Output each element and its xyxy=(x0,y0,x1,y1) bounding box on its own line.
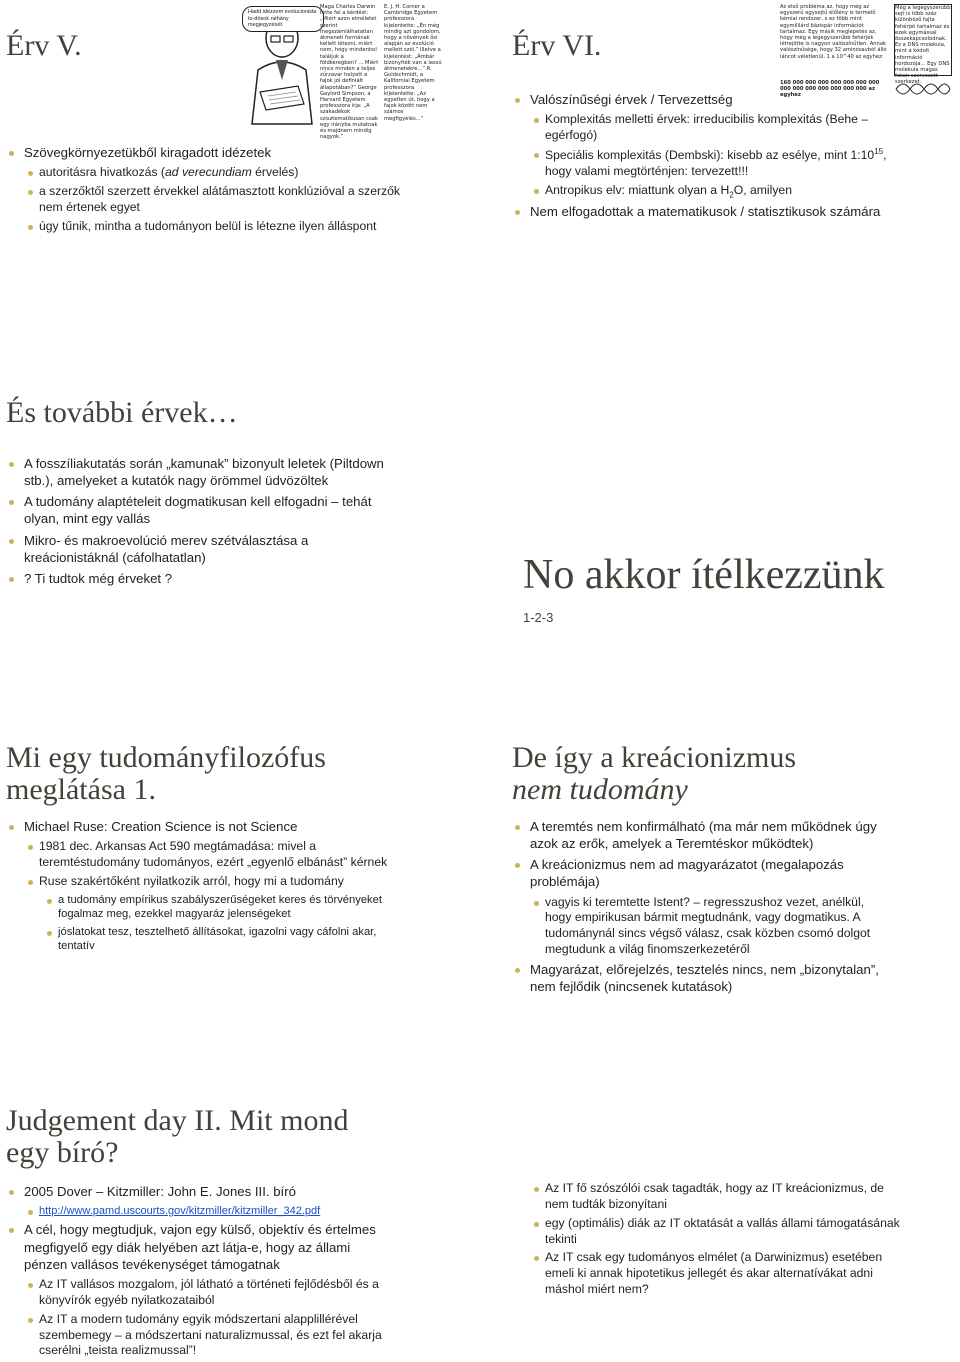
list-item: 2005 Dover – Kitzmiller: John E. Jones III. bíró xyxy=(6,1183,391,1200)
slide-further-args xyxy=(0,385,470,715)
slide-judgement-day xyxy=(0,1103,470,1361)
slide-title: Érv V. xyxy=(6,29,82,62)
list-item: Speciális komplexitás (Dembski): kisebb az esélye, mint $1:10^{15}$, hogy valami megtörténjen: tervezett!!! xyxy=(512,147,912,180)
bullet-list xyxy=(512,91,912,225)
list-item: Antropikus elv: miattunk olyan a $H_2O$, amilyen xyxy=(512,183,912,201)
slide-subtitle: 1-2-3 xyxy=(523,610,554,625)
list-item: Magyarázat, előrejelzés, tesztelés nincs, nem „bizonytalan”, nem fejlődik (nincsenek kutatások) xyxy=(512,961,887,995)
quote-column-2: E. J. H. Corner a Cambridge Egyetem professzora kijelentette: „Én még mindig azt gondolom, hogy a növények ősi alapján az evolúció mellett szól.” Illetve a kijelentést: „Ámbár bizonyíték van a lassú átmenetekre...” R. Goldschmidt, a Kaliforniai Egyetem professzora kijelentette: „Az egyetlen út, hogy a fajok között nem számos megfigyelés...” xyxy=(384,4,442,122)
list-item: Valószínűségi érvek / Tervezettség xyxy=(512,91,912,108)
probability-illustration xyxy=(780,4,952,104)
slide-not-science xyxy=(485,740,955,1070)
slide-title: Judgement day II. Mit mond egy bíró? xyxy=(6,1104,349,1170)
list-item: úgy tűnik, mintha a tudományon belül is létezne ilyen álláspont xyxy=(6,219,406,235)
title-line-2: nem tudomány xyxy=(512,773,688,807)
bullet-list xyxy=(6,1183,391,1362)
big-number: 160 000 000 000 000 000 000 000 000 000 000 000 000 000 000 az egyhez xyxy=(780,80,880,99)
slide-title: No akkor ítélkezzünk xyxy=(523,552,885,598)
slide-title: És további érvek… xyxy=(6,396,238,429)
list-item: egy (optimális) diák az IT oktatását a vallás állami támogatásának tekinti xyxy=(512,1216,907,1248)
probability-text-1: Az első probléma az, hogy még az egyszerű egysejtű élőlény is termelő kémiai rendszer, s ez több mint egymilliárd bázispár információt tartalmaz. Egy másik meglepetés az, hogy még a legegyszerűbb fehérjék létrejötte is nagyon valószínűtlen. Annak valószínűsége, hogy 32 aminosavból álló láncot véletlenül, 1 a 10^40 az egyhez: xyxy=(780,4,887,60)
list-item: Az IT fő szószólói csak tagadták, hogy az IT kreácionizmus, de nem tudták bizonyítani xyxy=(512,1181,907,1213)
title-line-1: De így a kreácionizmus xyxy=(512,741,797,774)
list-item: Az IT vallásos mozgalom, jól látható a történeti fejlődésből és a könyvírók egyéb nyilatkozataiból xyxy=(6,1277,391,1309)
list-item: A tudomány alaptételeit dogmatikusan kell elfogadni – tehát olyan, mint egy vallás xyxy=(6,493,396,527)
slide-title: Érv VI. xyxy=(512,29,602,62)
probability-text-2: Még a legegyszerűbb sejt is több száz különböző fajta fehérjét tartalmaz és ezek egymással összekapcsolódnak. Ez a DNS molekula, mint a kódolt információ hordozója... Egy DNS molekula magas fokon szervezett szerkezet. xyxy=(895,5,951,86)
list-item xyxy=(6,1204,391,1218)
bullet-list xyxy=(512,1181,907,1301)
list-item: Nem elfogadottak a matematikusok / statisztikusok számára xyxy=(512,203,912,220)
list-item: Komplexitás melletti érvek: irreducibilis komplexitás (Behe – egérfogó) xyxy=(512,112,912,144)
list-item: Michael Ruse: Creation Science is not Science xyxy=(6,818,401,835)
list-item: 1981 dec. Arkansas Act 590 megtámadása: mivel a teremtéstudomány tudományos, ezért „egyenlő elbánást” kérnek xyxy=(6,839,401,871)
speech-bubble: Hadd idézzem evolucionista tu-dósok néhány megjegyzését. xyxy=(242,6,324,32)
bullet-list xyxy=(6,144,406,238)
bullet-list xyxy=(512,818,887,999)
list-item: A fosszíliakutatás során „kamunak” bizonyult leletek (Piltdown stb.), amelyeket a kutatók nagy örömmel üdvözöltek xyxy=(6,455,396,489)
list-item: a szerzőktől szerzett érvekkel alátámasztott konklúzióval a szerzők nem értenek egyet xyxy=(6,184,406,216)
court-document-link[interactable]: http://www.pamd.uscourts.gov/kitzmiller/kitzmiller_342.pdf xyxy=(39,1205,321,1218)
list-item: Az IT csak egy tudományos elmélet (a Darwinizmus) esetében emeli ki annak hipotetikus jellegét és akar alternatívákat adni máshol miért nem? xyxy=(512,1250,907,1298)
list-item: A teremtés nem konfirmálható (ma már nem működnek úgy azok az erők, amelyek a Teremtéskor működtek) xyxy=(512,818,887,852)
cartoon-illustration xyxy=(238,4,446,141)
slide-judgement-cont xyxy=(485,1103,955,1361)
slide-judge xyxy=(485,385,955,715)
list-item: A cél, hogy megtudjuk, vajon egy külső, objektív és értelmes megfigyelő egy diák helyében azt látja-e, hogy az állami pénzen vallásos tevékenységet támogatnak xyxy=(6,1221,391,1272)
list-item: vagyis ki teremtette Istent? – regresszushoz vezet, anélkül, hogy empirikusan bármit megtudnánk, vagy dogmatikus. A tudománynál sincs végső válasz, csak közben csomó dolgot megtudunk a világ finomszerkezetéről xyxy=(512,895,887,958)
slide-arg-6 xyxy=(485,0,955,330)
list-item: Szövegkörnyezetükből kiragadott idézetek xyxy=(6,144,406,161)
list-item: a tudomány empírikus szabályszerűségeket keres és törvényeket fogalmaz meg, ezekkel magyaráz jelenségeket xyxy=(6,893,401,922)
list-item: Mikro- és makroevolúció merev szétválasztása a kreácionistáknál (cáfolhatatlan) xyxy=(6,532,396,566)
list-item: Ruse szakértőként nyilatkozik arról, hogy mi a tudomány xyxy=(6,874,401,890)
slide-title xyxy=(512,742,892,807)
slide-title: Mi egy tudományfilozófus meglátása 1. xyxy=(6,741,326,807)
list-item: autoritásra hivatkozás (ad verecundiam érvelés) xyxy=(6,165,406,181)
quote-column-1: Maga Charles Darwin tette fel a kérdést: „Miért azon elméletet szerint megszámlálhatatlan átmeneti formának kellett létezni, miért nem, hogy mindenhol találjuk a földkéregben? ... Miért nincs minden a teljes zűrzavar helyett a fajok jól definiált állapotában?” George Gaylord Simpson, a Harvard Egyetem professzora írja: „A szakadékok szisztematikusan csak egy irányba mutatnak és majdnem mindig nagyok.” xyxy=(320,4,379,141)
slide-philosopher xyxy=(0,740,470,1070)
list-item: ? Ti tudtok még érveket ? xyxy=(6,570,396,587)
slide-arg-5 xyxy=(0,0,470,330)
list-item: Az IT a modern tudomány egyik módszertani alapplillérével szembemegy – a módszertani naturalizmussal, és ezt fel akarja cserélni „teista realizmussal”! xyxy=(6,1312,391,1360)
bullet-list xyxy=(6,455,396,591)
list-item: A kreácionizmus nem ad magyarázatot (megalapozás problémája) xyxy=(512,856,887,890)
bullet-list xyxy=(6,818,401,957)
list-item: jóslatokat tesz, tesztelhető állításokat, igazolni vagy cáfolni akar, tentatív xyxy=(6,925,401,954)
